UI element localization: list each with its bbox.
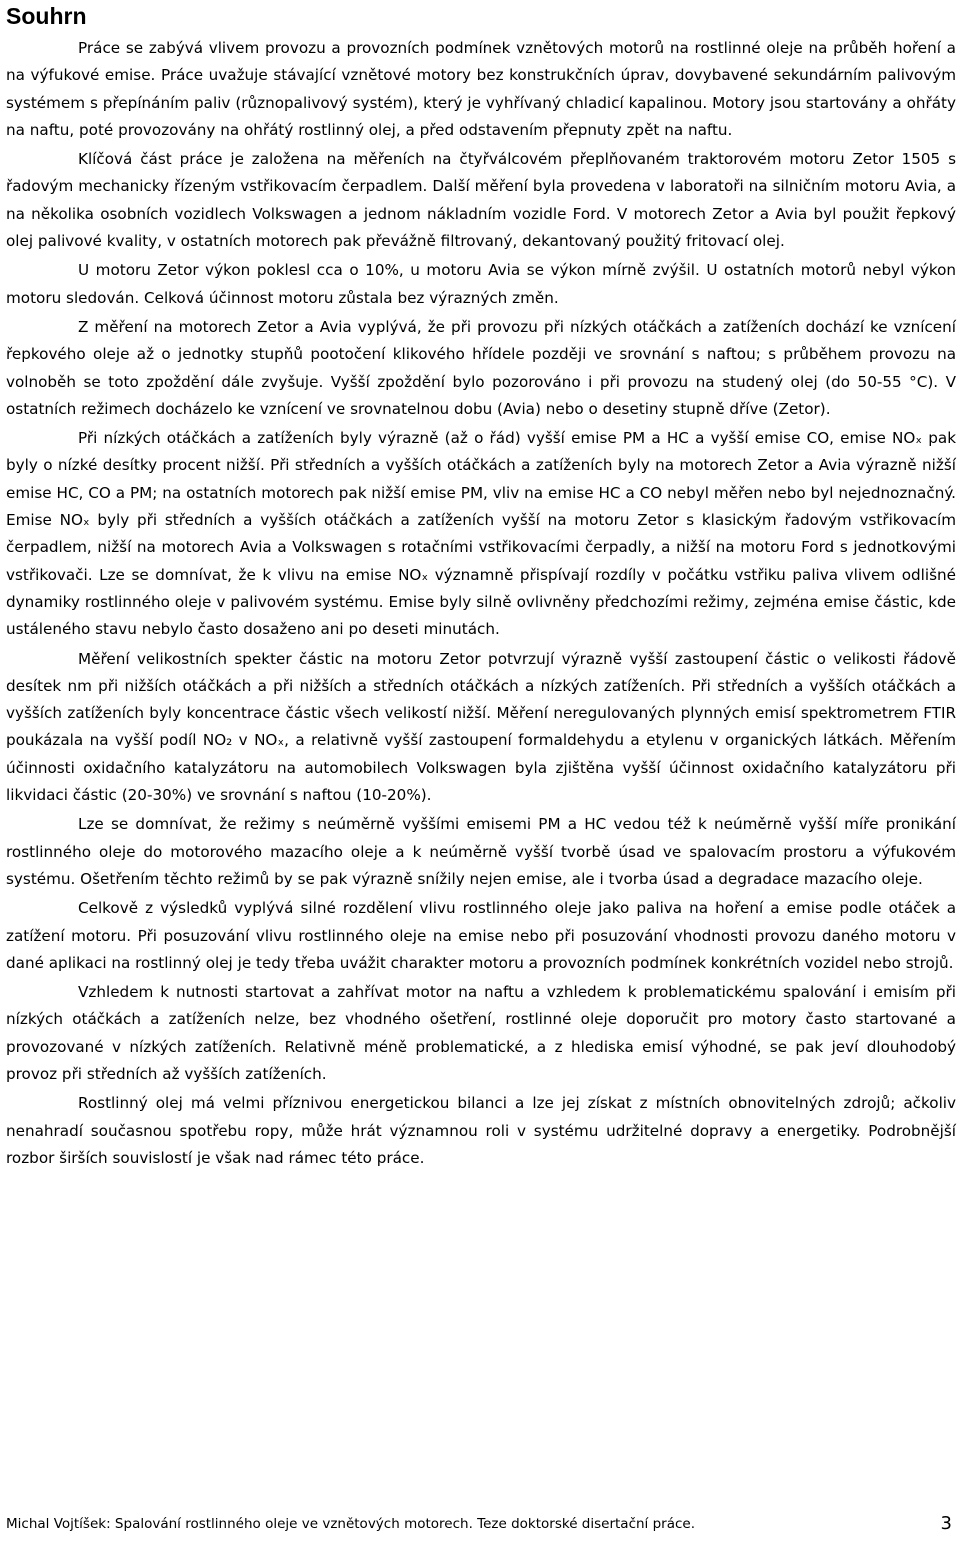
paragraph-7: Lze se domnívat, že režimy s neúměrně vyššími emisemi PM a HC vedou též k neúměrně vyšší míře pronikání rostlinného oleje do motorového mazacího oleje a k neúměrně vyšší tvorbě úsad ve spalovacím prostoru a výfukovém systému. Ošetřením těchto režimů by se pak výrazně snížily nejen emise, ale i tvorba úsad a degradace mazacího oleje. [6, 815, 956, 888]
paragraph-10: Rostlinný olej má velmi příznivou energetickou bilanci a lze jej získat z místních obnovitelných zdrojů; ačkoliv nenahradí současnou spotřebu ropy, může hrát významnou roli v systému udržitelné dopravy a energetiky. Podrobnější rozbor širších souvislostí je však nad rámec této práce. [6, 1094, 956, 1167]
paragraph-5: Při nízkých otáčkách a zatíženích byly výrazně (až o řád) vyšší emise PM a HC a vyšší emise CO, emise NOₓ pak byly o nízké desítky procent nižší. Při středních a vyšších otáčkách a zatíženích byly na motorech Zetor a Avia výrazně nižší emise HC, CO a PM; na ostatních motorech pak nižší emise PM, vliv na emise HC a CO nebyl měřen nebo byl nejednoznačný. Emise NOₓ byly při středních a vyšších otáčkách a zatíženích vyšší na motoru Zetor s klasickým řadovým vstřikovacím čerpadlem, nižší na motorech Avia a Volkswagen s rotačními vstřikovacími čerpadly, a nižší na motoru Ford s jednotkovými vstřikovači. Lze se domnívat, že k vlivu na emise NOₓ významně přispívají rozdíly v počátku vstřiku paliva vlivem odlišné dynamiky rostlinného oleje v palivovém systému. Emise byly silně ovlivněny předchozími režimy, zejména emise částic, kde ustáleného stavu nebylo často dosaženo ani po deseti minutách. [6, 429, 956, 639]
paragraph-4: Z měření na motorech Zetor a Avia vyplývá, že při provozu při nízkých otáčkách a zatíženích dochází ke vznícení řepkového oleje až o jednotky stupňů pootočení klikového hřídele později ve srovnání s naftou; s průběhem provozu na volnoběh se toto zpoždění dále zvyšuje. Vyšší zpoždění bylo pozorováno i při provozu na studený olej (do 50-55 °C). V ostatních režimech docházelo ke vznícení ve srovnatelnou dobu (Avia) nebo o desetiny stupně dříve (Zetor). [6, 317, 956, 418]
footer-text: Michal Vojtíšek: Spalování rostlinného oleje ve vznětových motorech. Teze doktorské disertační práce. [6, 1516, 696, 1532]
section-title: Souhrn [6, 3, 87, 29]
paragraph-1: Práce se zabývá vlivem provozu a provozních podmínek vznětových motorů na rostlinné oleje na průběh hoření a na výfukové emise. Práce uvažuje stávající vznětové motory bez konstrukčních úprav, dovybavené sekundárním palivovým systémem s přepínáním paliv (různopalivový systém), který je vyhřívaný chladicí kapalinou. Motory jsou startovány a ohřáty na naftu, poté provozovány na ohřátý rostlinný olej, a před odstavením přepnuty zpět na naftu. [6, 39, 956, 139]
page-footer [6, 1514, 956, 1534]
paragraph-2: Klíčová část práce je založena na měřeních na čtyřválcovém přeplňovaném traktorovém motoru Zetor 1505 s řadovým mechanicky řízeným vstřikovacím čerpadlem. Další měření byla provedena v laboratoři na silničním motoru Avia, a na několika osobních vozidlech Volkswagen a jednom nákladním vozidle Ford. V motorech Zetor a Avia byl použit řepkový olej palivové kvality, v ostatních motorech pak převážně filtrovaný, dekantovaný použitý fritovací olej. [6, 150, 956, 251]
paragraph-8: Celkově z výsledků vyplývá silné rozdělení vlivu rostlinného oleje jako paliva na hoření a emise podle otáček a zatížení motoru. Při posuzování vlivu rostlinného oleje na emise nebo při posuzování vhodnosti provozu daného motoru v dané aplikaci na rostlinný olej je tedy třeba uvážit charakter motoru a provozních podmínek konkrétních vozidel nebo strojů. [6, 899, 956, 972]
paragraph-6: Měření velikostních spekter částic na motoru Zetor potvrzují výrazně vyšší zastoupení částic o velikosti řádově desítek nm při nižších otáčkách a při nižších a středních otáčkách a nízkých zatíženích. Při středních a vyšších otáčkách a vyšších zatíženích byly koncentrace částic všech velikostí nižší. Měření neregulovaných plynných emisí spektrometrem FTIR poukázala na vyšší podíl NO₂ v NOₓ, a relativně vyšší zastoupení formaldehydu a etylenu v organických látkách. Měřením účinnosti oxidačního katalyzátoru na automobilech Volkswagen byla zjištěna vyšší účinnost oxidačního katalyzátoru při likvidaci částic (20-30%) ve srovnání s naftou (10-20%). [6, 649, 956, 805]
page-number: 3 [940, 1513, 952, 1534]
paragraph-9: Vzhledem k nutnosti startovat a zahřívat motor na naftu a vzhledem k problematickému spalování i emisím při nízkých otáčkách a zatíženích nelze, bez vhodného ošetření, rostlinné oleje doporučit pro motory často startované a provozované v nízkých zatíženích. Relativně méně problematické, a z hlediska emisí výhodné, se pak jeví dlouhodobý provoz při středních až vyšších zatíženích. [6, 983, 956, 1083]
summary-body [6, 35, 956, 1174]
paragraph-3: U motoru Zetor výkon poklesl cca o 10%, u motoru Avia se výkon mírně zvýšil. U ostatních motorů nebyl výkon motoru sledován. Celková účinnost motoru zůstala bez výrazných změn. [6, 261, 956, 307]
